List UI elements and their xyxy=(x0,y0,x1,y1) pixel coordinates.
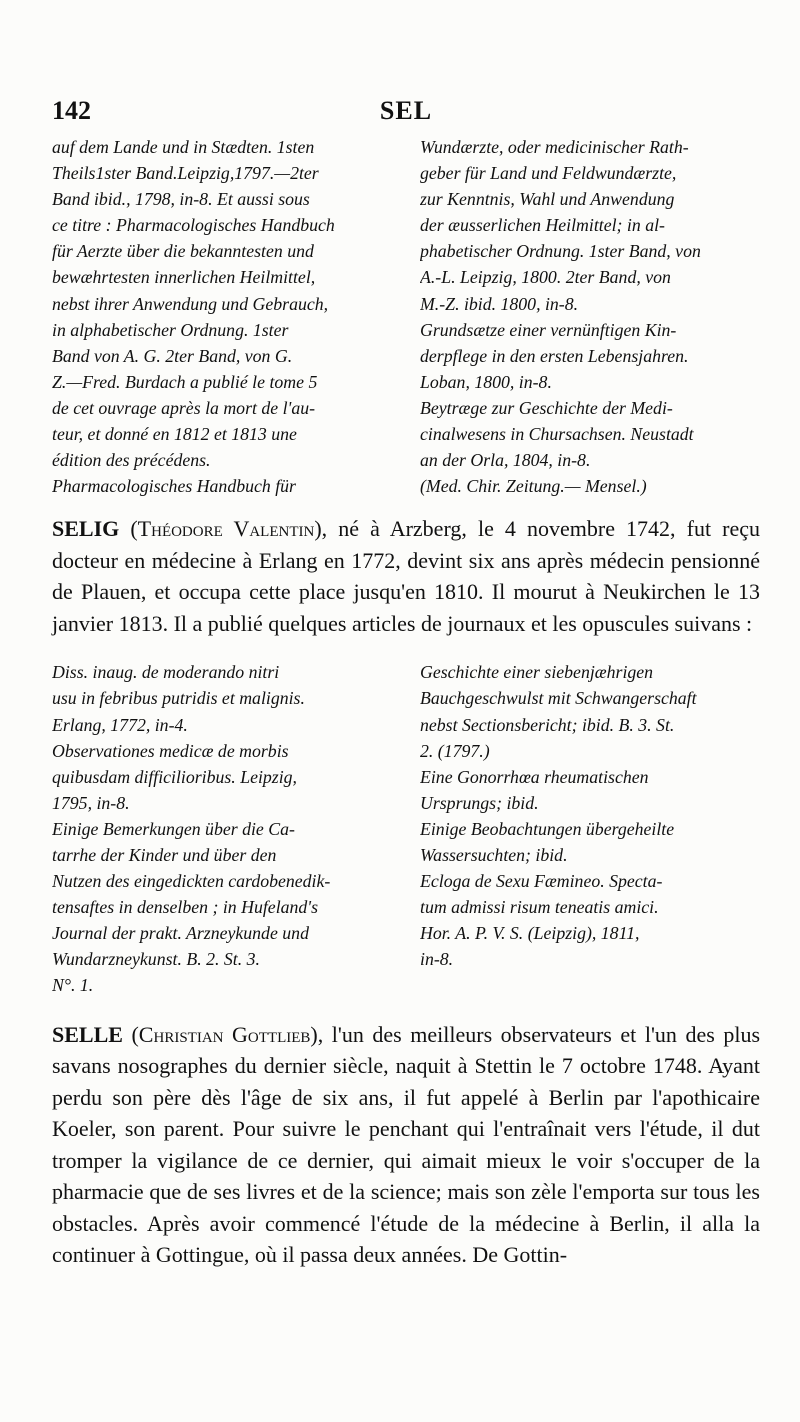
text-line: Nutzen des eingedickten cardobenedik- xyxy=(52,871,331,892)
page xyxy=(52,96,760,1271)
text-line: Bauchgeschwulst mit Schwangerschaft xyxy=(420,688,697,709)
text-line: Loban, 1800, in-8. xyxy=(420,371,552,392)
text-line: tensaftes in denselben ; in Hufeland's xyxy=(52,897,319,918)
left-column-2 xyxy=(52,659,392,998)
text-line: Ursprungs; ibid. xyxy=(420,792,539,813)
text-line: Einige Beobachtungen übergeheilte xyxy=(420,818,675,839)
text-line: auf dem Lande und in Stædten. 1sten xyxy=(52,137,315,157)
page-header xyxy=(52,96,760,128)
text-line: Wundarzneykunst. B. 2. St. 3. xyxy=(52,949,260,970)
text-line: Erlang, 1772, in-4. xyxy=(52,714,188,735)
bibliography-block-1 xyxy=(52,134,760,499)
text-line: Band ibid., 1798, in-8. Et aussi sous xyxy=(52,189,310,210)
text-line: Wundærzte, oder medicinischer Rath- xyxy=(420,137,689,157)
page-number: 142 xyxy=(52,96,91,125)
text-line: quibusdam difficilioribus. Leipzig, xyxy=(52,766,298,787)
text-line: 2. (1797.) xyxy=(420,740,490,761)
text-line: bewæhrtesten innerlichen Heilmittel, xyxy=(52,267,316,288)
text-line: in-8. xyxy=(420,949,454,970)
text-line: N°. 1. xyxy=(52,975,94,996)
text-line: Diss. inaug. de moderando nitri xyxy=(52,662,280,683)
text-line: phabetischer Ordnung. 1ster Band, von xyxy=(420,241,701,262)
text-line: geber für Land und Feldwundærzte, xyxy=(420,163,677,184)
text-line: tarrhe der Kinder und über den xyxy=(52,844,277,865)
running-head: SEL xyxy=(379,96,433,125)
text-line: Wassersuchten; ibid. xyxy=(420,844,568,865)
text-line: Observationes medicæ de morbis xyxy=(52,740,289,761)
text-line: Z.—Fred. Burdach a publié le tome 5 xyxy=(52,371,318,392)
text-line: an der Orla, 1804, in-8. xyxy=(420,450,591,471)
text-line: tum admissi risum teneatis amici. xyxy=(420,897,659,918)
text-line: zur Kenntnis, Wahl und Anwendung xyxy=(420,189,675,210)
entry-given-names: (Christian Gottlieb), xyxy=(131,1021,324,1047)
right-column-1 xyxy=(420,134,760,499)
text-line: 1795, in-8. xyxy=(52,792,130,813)
text-line: cinalwesens in Chursachsen. Neustadt xyxy=(420,424,694,445)
text-line: usu in febribus putridis et malignis. xyxy=(52,688,305,709)
text-line: Einige Bemerkungen über die Ca- xyxy=(52,818,295,839)
text-line: der æusserlichen Heilmittel; in al- xyxy=(420,215,665,236)
entry-name: SELIG xyxy=(52,516,120,542)
text-line: Grundsætze einer vernünftigen Kin- xyxy=(420,319,677,340)
text-line: nebst Sectionsbericht; ibid. B. 3. St. xyxy=(420,714,675,735)
entry-selig xyxy=(52,513,760,639)
text-line: de cet ouvrage après la mort de l'au- xyxy=(52,397,316,418)
right-column-2 xyxy=(420,659,760,998)
text-line: teur, et donné en 1812 et 1813 une xyxy=(52,424,297,445)
text-line: (Med. Chir. Zeitung.— Mensel.) xyxy=(420,476,647,497)
text-line: Hor. A. P. V. S. (Leipzig), 1811, xyxy=(420,923,640,944)
text-line: ce titre : Pharmacologisches Handbuch xyxy=(52,215,335,236)
text-line: Ecloga de Sexu Fæmineo. Specta- xyxy=(420,871,663,892)
text-line: Eine Gonorrhœa rheumatischen xyxy=(420,766,649,787)
entry-text: né à Arzberg, le 4 novembre 1742, fut reçu docteur en médecine à Erlang en 1772, devint six ans après médecin pensionné de Plauen, et occupa cette place jusqu'en 1810. Il mourut à Neukirchen le 13 janvier 1813. Il a publié quelques articles de journaux et les opuscules suivans : xyxy=(52,516,760,636)
text-line: für Aerzte über die bekanntesten und xyxy=(52,241,314,262)
text-line: Beytræge zur Geschichte der Medi- xyxy=(420,397,673,418)
text-line: M.-Z. ibid. 1800, in-8. xyxy=(420,293,579,314)
text-line: Geschichte einer siebenjæhrigen xyxy=(420,662,654,683)
text-line: in alphabetischer Ordnung. 1ster xyxy=(52,319,289,340)
entry-given-names: (Théodore Valentin), xyxy=(130,516,328,542)
text-line: Pharmacologisches Handbuch für xyxy=(52,476,296,497)
text-line: édition des précédens. xyxy=(52,450,211,471)
entry-name: SELLE xyxy=(52,1021,123,1047)
bibliography-block-2 xyxy=(52,659,760,998)
text-line: derpflege in den ersten Lebensjahren. xyxy=(420,345,689,366)
entry-selle xyxy=(52,1019,760,1271)
text-line: Theils1ster Band.Leipzig,1797.—2ter xyxy=(52,163,319,184)
text-line: A.-L. Leipzig, 1800. 2ter Band, von xyxy=(420,267,671,288)
text-line: nebst ihrer Anwendung und Gebrauch, xyxy=(52,293,329,314)
entry-text: l'un des meilleurs observateurs et l'un des plus savans nosographes du dernier siècle, naquit à Stettin le 7 octobre 1748. Ayant perdu son père dès l'âge de six ans, il fut appelé à Berlin par l'apothicaire Koeler, son parent. Pour suivre le penchant qui l'entraînait vers l'étude, il dut tromper la vigilance de ce dernier, qui aimait mieux le voir s'occuper de la pharmacie que de ses livres et de la science; mais son zèle l'emporta sur tous les obstacles. Après avoir commencé l'étude de la médecine à Berlin, il alla la continuer à Gottingue, où il passa deux années. De Gottin- xyxy=(52,1021,761,1268)
text-line: Journal der prakt. Arzneykunde und xyxy=(52,923,309,944)
text-line: Band von A. G. 2ter Band, von G. xyxy=(52,345,293,366)
left-column-1 xyxy=(52,134,392,499)
